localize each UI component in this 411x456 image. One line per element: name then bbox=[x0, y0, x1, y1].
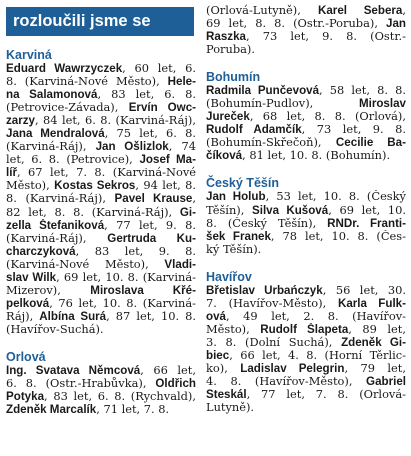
entry-details: , 69 let, 10. bbox=[328, 203, 406, 217]
text-line bbox=[206, 204, 406, 217]
entry-details: Mizerov), bbox=[6, 283, 91, 297]
text-line bbox=[6, 310, 196, 323]
entry-details: , 66 let, bbox=[140, 363, 196, 377]
text-line bbox=[206, 388, 406, 401]
text-line bbox=[6, 140, 196, 153]
section-gap bbox=[206, 260, 406, 270]
person-name: Radmila Punčevová bbox=[206, 84, 320, 98]
person-name: Karel Sebera bbox=[317, 4, 403, 17]
entry-details: , 73 let, 9. 8. (Ostr.- bbox=[245, 30, 406, 44]
person-name: Jan Ošlizlok bbox=[95, 140, 169, 154]
entry-details: (Orlová-Lutyně), bbox=[206, 4, 318, 17]
obituary-section bbox=[206, 176, 406, 255]
text-line bbox=[206, 243, 406, 256]
entry-details: , 79 let, bbox=[344, 361, 406, 375]
text-line bbox=[6, 284, 196, 297]
entry-details: , 73 let, 9. 8. bbox=[301, 123, 406, 137]
entry-details: (Bohumín-Skřečoň), bbox=[206, 136, 336, 150]
person-name: Jana Mendralová bbox=[6, 127, 105, 141]
entry-details: , 77 let, 7. 8. (Orlová- bbox=[246, 388, 406, 402]
person-name: RNDr. Franti- bbox=[327, 216, 406, 230]
entry-details: , 84 let, 6. 8. (Karviná-Ráj), bbox=[35, 114, 196, 128]
person-name: Rudolf Adamčík bbox=[206, 123, 302, 137]
person-name: zella Štefaniková bbox=[6, 218, 105, 232]
entry-details: , 53 let, 10. 8. (Český bbox=[265, 190, 406, 204]
text-line bbox=[206, 323, 406, 336]
person-name: Zdeněk Gi- bbox=[341, 335, 406, 349]
entry-details: (Bohumín-Pudlov), bbox=[206, 97, 359, 111]
person-name: Ervín Owc- bbox=[128, 101, 196, 115]
entry-details: , bbox=[402, 4, 406, 17]
section-title: Havířov bbox=[206, 269, 252, 284]
section-gap bbox=[206, 166, 406, 176]
entry-details: , 68 let, 8. 8. (Orlová), bbox=[249, 110, 406, 124]
entry-details: 3. 8. (Dolní Suchá), bbox=[206, 335, 342, 349]
text-line bbox=[6, 101, 196, 114]
person-name: slav Wilk bbox=[6, 270, 57, 284]
text-line bbox=[206, 136, 406, 149]
obituary-section bbox=[206, 4, 406, 56]
text-line bbox=[206, 297, 406, 310]
entry-details: (Karviná-Ráj), bbox=[6, 140, 96, 154]
person-name: zarzy bbox=[6, 114, 36, 128]
person-name: ová bbox=[206, 309, 226, 323]
text-line bbox=[206, 284, 406, 297]
text-line bbox=[6, 206, 196, 219]
page-title: rozloučili jsme se bbox=[6, 7, 194, 36]
left-column bbox=[6, 0, 196, 420]
text-line bbox=[6, 88, 196, 101]
person-name: Jan Holub bbox=[206, 190, 266, 204]
text-line bbox=[206, 349, 406, 362]
entry-details: , 58 let, 8. 8. bbox=[319, 84, 406, 98]
text-line bbox=[6, 127, 196, 140]
entry-details: , 77 let, 9. 8. bbox=[104, 218, 196, 232]
person-name: charczyková bbox=[6, 244, 76, 258]
entry-details: , 87 let, 10. 8. bbox=[106, 309, 196, 323]
text-line bbox=[6, 62, 196, 75]
section-gap bbox=[6, 340, 196, 350]
text-line bbox=[206, 97, 406, 110]
text-line bbox=[6, 271, 196, 284]
text-line bbox=[206, 30, 406, 43]
entry-details: 8. (Karviná-Nové Město), bbox=[6, 75, 168, 89]
person-name: Ing. Svatava Němcová bbox=[6, 363, 141, 377]
text-line bbox=[6, 377, 196, 390]
entry-details: , 83 let, 6. 8. bbox=[97, 88, 196, 102]
obituary-section bbox=[6, 48, 196, 336]
entry-details: Město), bbox=[206, 322, 261, 336]
entry-details: , 78 let, 10. 8. (Čes- bbox=[270, 229, 406, 243]
entry-details: 69 let, 8. 8. (Ostr.-Poruba), bbox=[206, 17, 387, 31]
entry-details: , 76 let, 10. 8. (Karviná- bbox=[49, 296, 196, 310]
text-line bbox=[6, 364, 196, 377]
entry-details: Lutyně). bbox=[206, 401, 255, 415]
entry-details: , bbox=[192, 192, 196, 206]
entry-details: , 67 let, 7. 8. (Karviná-Nové bbox=[16, 166, 196, 180]
person-name: Vladi- bbox=[164, 257, 196, 271]
entry-details: (Karviná-Ráj), bbox=[6, 231, 108, 245]
entry-details: 6. 8. (Ostr.-Hrabůvka), bbox=[6, 377, 156, 391]
text-line bbox=[206, 149, 406, 162]
entry-details: Poruba). bbox=[206, 43, 255, 57]
text-line bbox=[6, 323, 196, 336]
person-name: Břetislav Urbańczyk bbox=[206, 283, 323, 297]
entry-details: , 69 let, 10. 8. (Karviná- bbox=[56, 270, 196, 284]
text-line bbox=[6, 179, 196, 192]
text-line bbox=[6, 297, 196, 310]
person-name: pelková bbox=[6, 296, 50, 310]
text-line bbox=[6, 114, 196, 127]
person-name: Pavel Krause bbox=[114, 192, 193, 206]
text-line bbox=[206, 43, 406, 56]
text-line bbox=[6, 219, 196, 232]
person-name: Gi- bbox=[179, 205, 196, 219]
text-line bbox=[6, 258, 196, 271]
person-name: líř bbox=[6, 166, 17, 180]
text-line bbox=[6, 192, 196, 205]
person-name: Josef Ma- bbox=[139, 153, 196, 167]
person-name: Miroslav bbox=[358, 97, 406, 111]
text-line bbox=[206, 17, 406, 30]
person-name: Jan bbox=[386, 17, 406, 31]
person-name: Hele- bbox=[167, 75, 196, 89]
entry-details: , 74 bbox=[168, 140, 196, 154]
left-sections bbox=[6, 48, 196, 416]
text-line bbox=[6, 166, 196, 179]
person-name: Cecilie Ba- bbox=[335, 136, 406, 150]
entry-details: Těšín), bbox=[206, 203, 252, 217]
entry-details: 8. (Český Těšín), bbox=[206, 216, 328, 230]
entry-details: , 71 let, 7. 8. bbox=[96, 403, 170, 417]
text-line bbox=[6, 390, 196, 403]
entry-details: (Havířov-Suchá). bbox=[6, 322, 104, 336]
text-line bbox=[6, 153, 196, 166]
entry-details: , 75 let, 6. 8. bbox=[104, 127, 196, 141]
entry-details: , 89 let, bbox=[348, 322, 406, 336]
entry-details: , 66 let, 4. 8. (Horní Těrlic- bbox=[229, 348, 406, 362]
obituary-section bbox=[206, 270, 406, 414]
section-title: Český Těšín bbox=[206, 176, 279, 191]
text-line bbox=[6, 75, 196, 88]
person-name: Miroslava Křé- bbox=[90, 283, 196, 297]
person-name: Silva Kušová bbox=[252, 203, 329, 217]
entry-details: , 81 let, 10. 8. (Bohumín). bbox=[242, 149, 391, 163]
entry-details: let, 6. 8. (Petrovice), bbox=[6, 153, 140, 167]
person-name: Potyka bbox=[6, 390, 45, 404]
text-line bbox=[206, 401, 406, 414]
person-name: číková bbox=[206, 149, 243, 163]
text-line bbox=[206, 310, 406, 323]
person-name: Eduard Wawrzyczek bbox=[6, 62, 123, 75]
person-name: Oldřich bbox=[155, 377, 196, 391]
text-line bbox=[206, 4, 406, 17]
person-name: Karla Fulk- bbox=[337, 296, 406, 310]
person-name: Rudolf Šlapeta bbox=[260, 322, 349, 336]
person-name: biec bbox=[206, 348, 230, 362]
person-name: Zdeněk Marcalík bbox=[6, 403, 97, 417]
person-name: Steskál bbox=[206, 388, 247, 402]
section-gap bbox=[206, 60, 406, 70]
text-line bbox=[206, 362, 406, 375]
entry-details: , 83 let, 6. 8. (Rychvald), bbox=[44, 390, 196, 404]
right-column bbox=[206, 0, 406, 418]
entry-details: , 49 let, 2. 8. (Havířov- bbox=[225, 309, 406, 323]
person-name: Kostas Sekros bbox=[54, 179, 136, 193]
person-name: Raszka bbox=[206, 30, 246, 44]
entry-details: , 60 let, 6. bbox=[122, 62, 196, 75]
text-line bbox=[206, 230, 406, 243]
person-name: Gertruda Ku- bbox=[107, 231, 196, 245]
entry-details: (Karviná-Nové Město), bbox=[6, 257, 165, 271]
right-sections bbox=[206, 4, 406, 414]
section-title: Bohumín bbox=[206, 70, 261, 85]
person-name: Gabriel bbox=[366, 375, 406, 389]
text-line bbox=[206, 190, 406, 203]
entry-details: , 94 let, 8. bbox=[135, 179, 196, 193]
entry-details: , 56 let, 30. bbox=[322, 283, 406, 297]
person-name: Jureček bbox=[206, 110, 250, 124]
entry-details: ký Těšín). bbox=[206, 242, 262, 256]
entry-details: 82 let, 8. 8. (Karviná-Ráj), bbox=[6, 205, 180, 219]
entry-details: 4. 8. (Havířov-Město), bbox=[206, 375, 367, 389]
entry-details: 8. (Karviná-Ráj), bbox=[6, 192, 115, 206]
obituary-section bbox=[6, 350, 196, 416]
person-name: Ladislav Pelegrin bbox=[240, 361, 345, 375]
entry-details: Město), bbox=[6, 179, 55, 193]
entry-details: 7. (Havířov-Město), bbox=[206, 296, 338, 310]
text-line bbox=[6, 232, 196, 245]
text-line bbox=[206, 110, 406, 123]
text-line bbox=[6, 403, 196, 416]
person-name: šek Franek bbox=[206, 229, 271, 243]
section-title: Orlová bbox=[6, 349, 46, 364]
entry-details: (Petrovice-Závada), bbox=[6, 101, 129, 115]
entry-details: ko), bbox=[206, 361, 241, 375]
text-line bbox=[6, 245, 196, 258]
person-name: Albína Surá bbox=[39, 309, 107, 323]
entry-details: , 83 let, 9. 8. bbox=[75, 244, 196, 258]
person-name: na Salamonová bbox=[6, 88, 98, 102]
entry-details: Ráj), bbox=[6, 309, 40, 323]
text-line bbox=[206, 217, 406, 230]
text-line bbox=[206, 375, 406, 388]
section-title: Karviná bbox=[6, 48, 52, 62]
obituary-section bbox=[206, 70, 406, 162]
text-line bbox=[206, 123, 406, 136]
text-line bbox=[206, 336, 406, 349]
text-line bbox=[206, 84, 406, 97]
